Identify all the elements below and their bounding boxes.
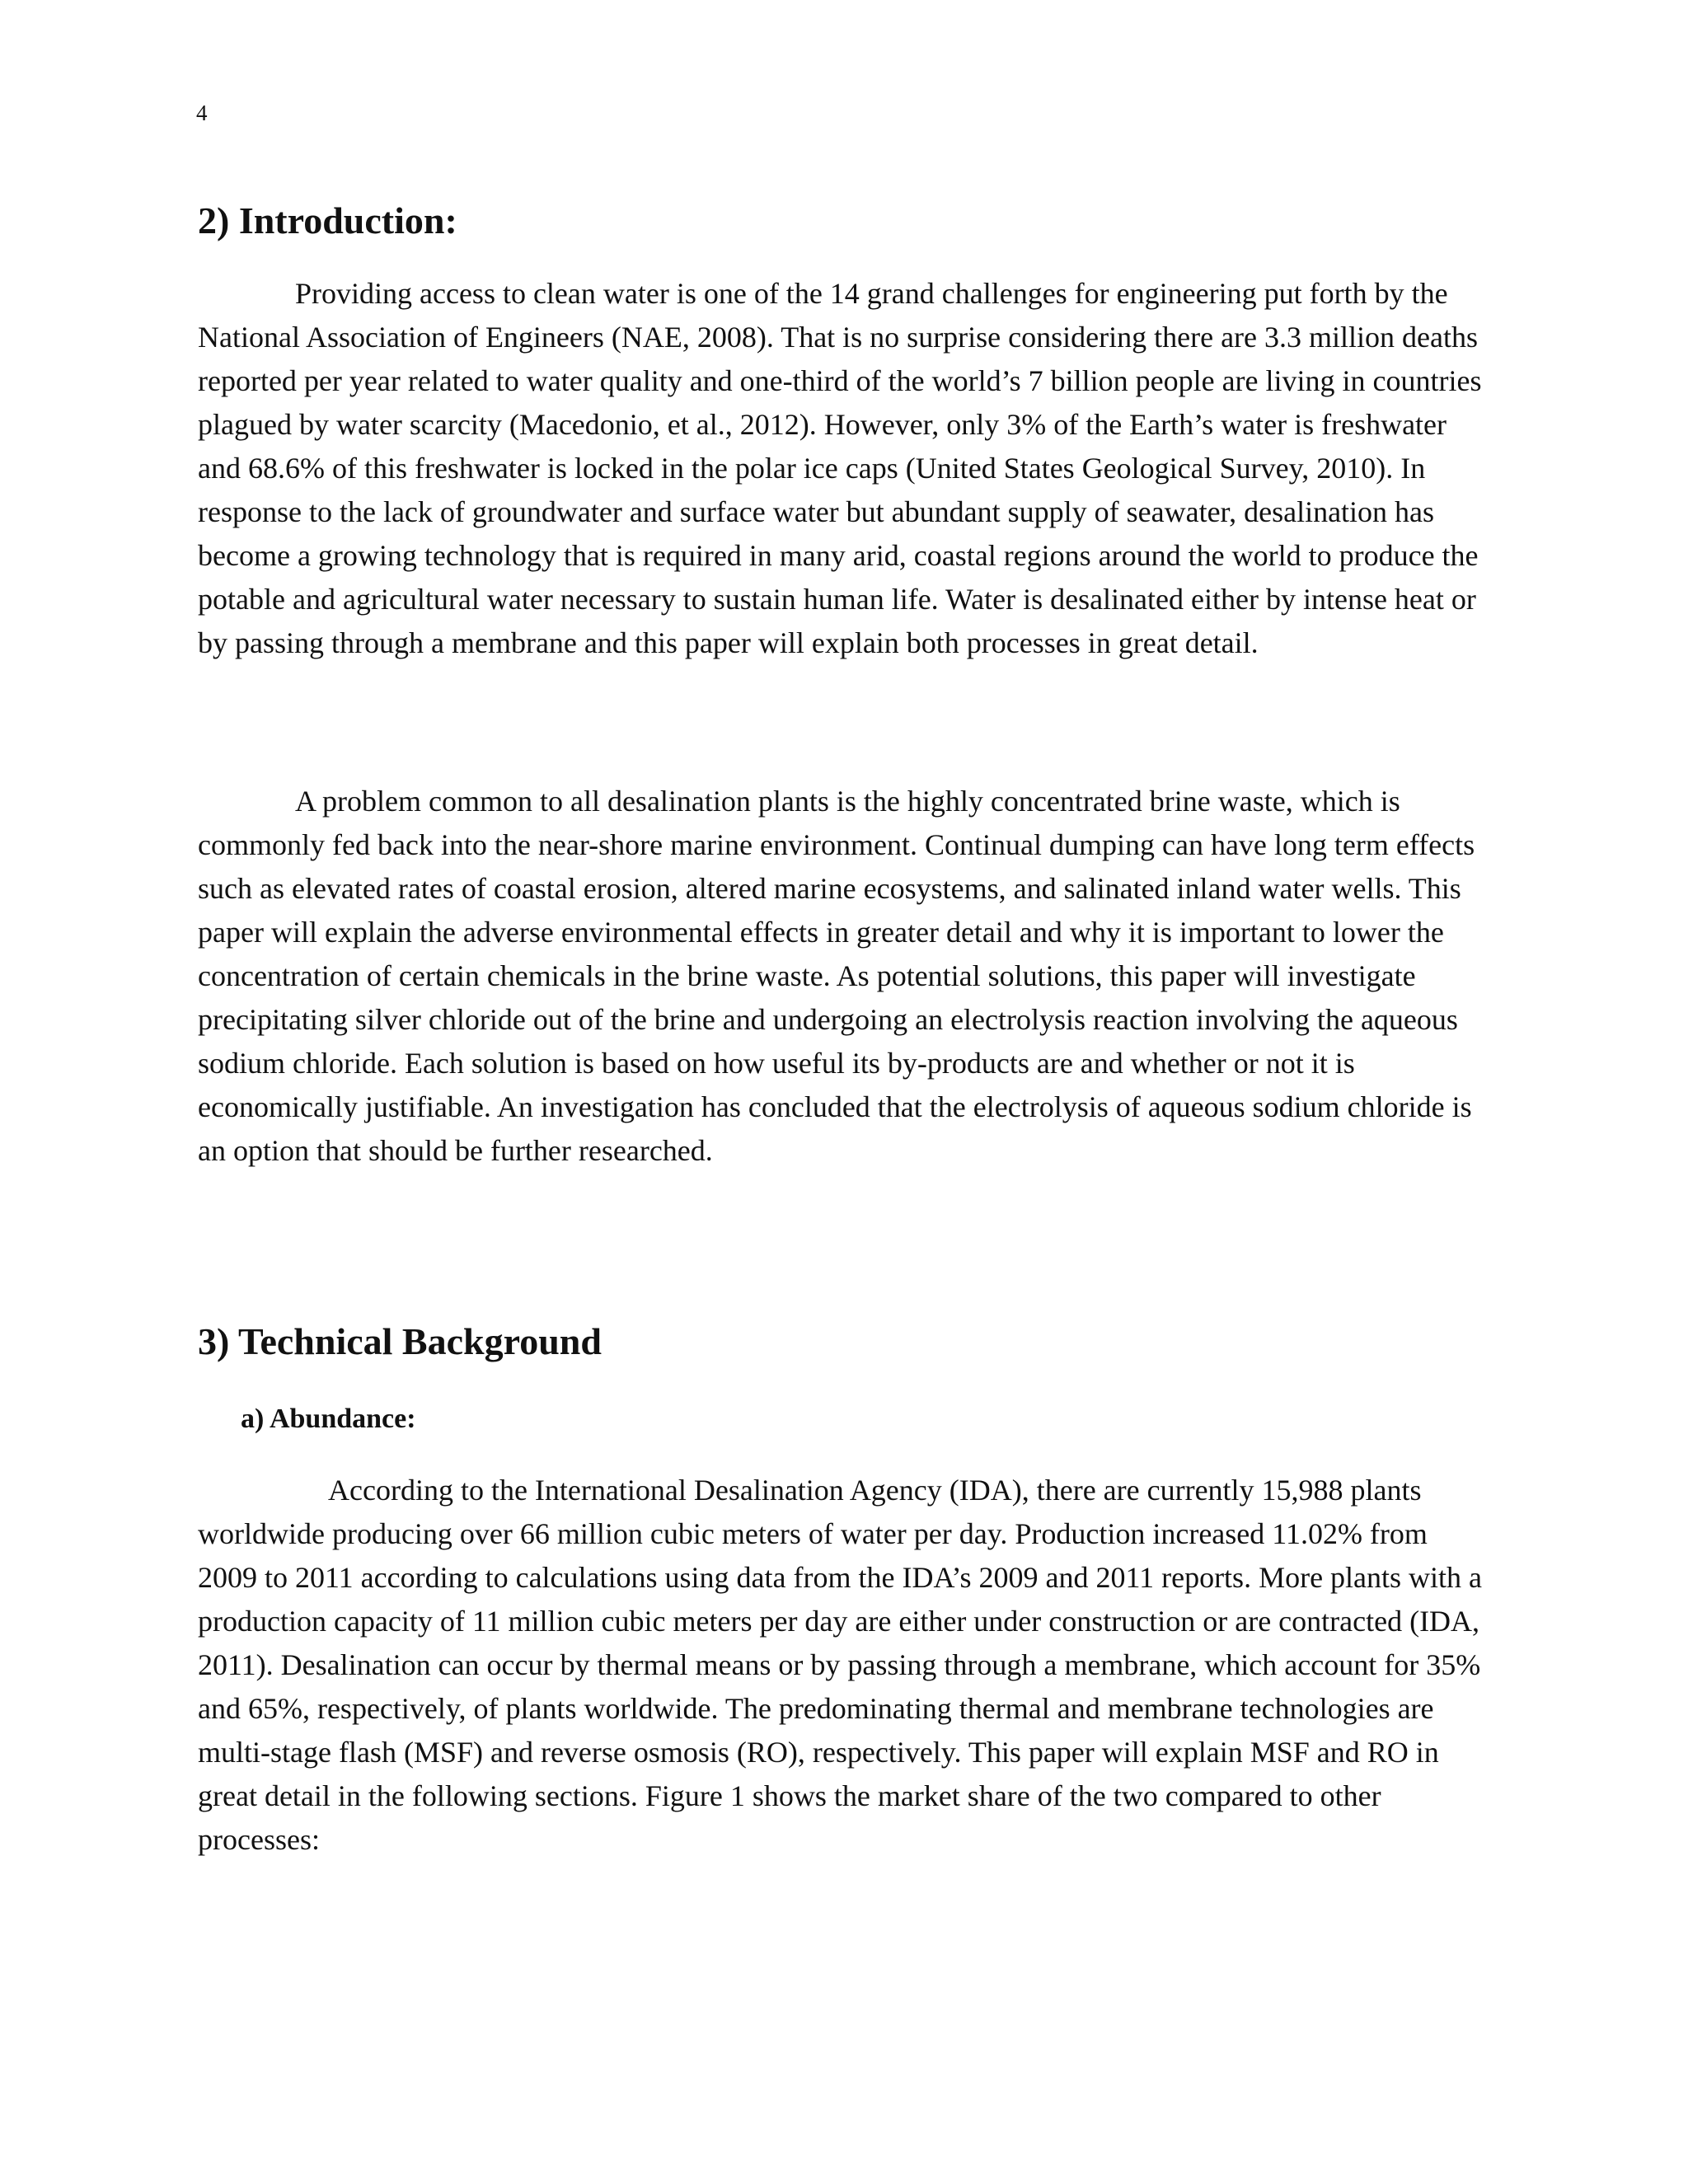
abundance-paragraph-text: According to the International Desalination Agency (IDA), there are currently 15,988 plants worldwide producing over 66 million cubic meters of water per day. Production increased 11.02% from 2009 to 2011 according to calculations using data from the IDA’s 2009 and 2011 reports. More plants with a production capacity of 11 million cubic meters per day are either under construction or are contracted (IDA, 2011). Desalination can occur by thermal means or by passing through a membrane, which account for 35% and 65%, respectively, of plants worldwide. The predominating thermal and membrane technologies are multi-stage flash (MSF) and reverse osmosis (RO), respectively. This paper will explain MSF and RO in great detail in the following sections. Figure 1 shows the market share of the two compared to other processes: [198,1474,1483,1856]
introduction-heading: 2) Introduction: [198,199,457,241]
abundance-subheading: a) Abundance: [241,1404,416,1434]
introduction-paragraph-1-text: Providing access to clean water is one of the 14 grand challenges for engineering put forth by the National Association of Engineers (NAE, 2008). That is no surprise considering there are 3.3 million deaths reported per year related to water quality and one-third of the world’s 7 billion people are living in countries plagued by water scarcity (Macedonio, et al., 2012). However, only 3% of the Earth’s water is freshwater and 68.6% of this freshwater is locked in the polar ice caps (United States Geological Survey, 2010). In response to the lack of groundwater and surface water but abundant supply of seawater, desalination has become a growing technology that is required in many arid, coastal regions around the world to produce the potable and agricultural water necessary to sustain human life. Water is desalinated either by intense heat or by passing through a membrane and this paper will explain both processes in great detail. [198,277,1482,659]
abundance-paragraph [198,1469,1488,1862]
page-number: 4 [196,101,208,125]
introduction-paragraph-2 [198,780,1488,1173]
introduction-paragraph-1 [198,272,1488,665]
technical-background-heading: 3) Technical Background [198,1320,602,1362]
introduction-paragraph-2-text: A problem common to all desalination plants is the highly concentrated brine waste, which is commonly fed back into the near-shore marine environment. Continual dumping can have long term effects such as elevated rates of coastal erosion, altered marine ecosystems, and salinated inland water wells. This paper will explain the adverse environmental effects in greater detail and why it is important to lower the concentration of certain chemicals in the brine waste. As potential solutions, this paper will investigate precipitating silver chloride out of the brine and undergoing an electrolysis reaction involving the aqueous sodium chloride. Each solution is based on how useful its by-products are and whether or not it is economically justifiable. An investigation has concluded that the electrolysis of aqueous sodium chloride is an option that should be further researched. [198,785,1475,1167]
